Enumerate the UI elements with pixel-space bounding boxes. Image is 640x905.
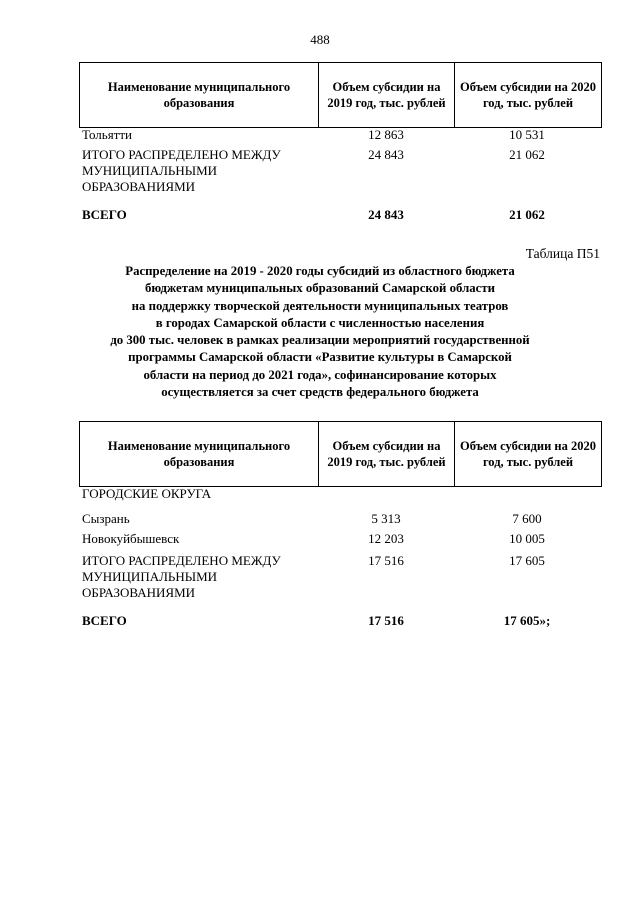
title-line: области на период до 2021 года», софинансирование которых — [143, 367, 497, 382]
table2-header-2020: Объем субсидии на 2020 год, тыс. рублей — [459, 439, 597, 469]
row-value-2020: 21 062 — [509, 207, 545, 222]
row-name: Новокуйбышевск — [82, 531, 180, 546]
row-value-2020: 17 605»; — [503, 613, 551, 628]
page-number: 488 — [310, 32, 330, 47]
table2-title — [40, 263, 600, 401]
title-line: Распределение на 2019 - 2020 годы субсидий из областного бюджета — [125, 264, 515, 278]
row-name: ВСЕГО — [82, 207, 127, 222]
row-value-2020: 17 605 — [509, 553, 545, 568]
row-value-2019: 12 203 — [368, 531, 404, 546]
table2-label: Таблица П51 — [525, 246, 600, 261]
row-value-2019: 5 313 — [371, 511, 401, 526]
row-value-2019: 24 843 — [368, 147, 404, 162]
table2-header-name: Наименование муниципального образования — [80, 422, 319, 486]
table1-header — [79, 62, 602, 128]
row-name: ИТОГО РАСПРЕДЕЛЕНО МЕЖДУ МУНИЦИПАЛЬНЫМИ ОБРАЗОВАНИЯМИ — [82, 147, 281, 194]
title-line: бюджетам муниципальных образований Самарской области — [145, 281, 495, 296]
row-name: Тольятти — [82, 127, 133, 142]
table1-header-name: Наименование муниципального образования — [80, 63, 319, 127]
table2-header — [79, 421, 602, 487]
row-value-2019: 24 843 — [368, 207, 404, 222]
title-line: на поддержку творческой деятельности муниципальных театров — [131, 298, 509, 313]
table1-header-2019: Объем субсидии на 2019 год, тыс. рублей — [319, 63, 455, 127]
row-value-2020: 21 062 — [509, 147, 545, 162]
table1-header-2020: Объем субсидии на 2020 год, тыс. рублей — [459, 80, 597, 110]
row-name: ВСЕГО — [82, 613, 127, 628]
row-value-2020: 10 531 — [509, 127, 545, 142]
title-line: в городах Самарской области с численностью населения — [155, 315, 485, 330]
title-line: программы Самарской области «Развитие культуры в Самарской — [128, 350, 512, 365]
row-name: ИТОГО РАСПРЕДЕЛЕНО МЕЖДУ МУНИЦИПАЛЬНЫМИ ОБРАЗОВАНИЯМИ — [82, 553, 281, 600]
row-value-2019: 17 516 — [368, 553, 404, 568]
title-line: осуществляется за счет средств федерального бюджета — [161, 385, 479, 400]
title-line: до 300 тыс. человек в рамках реализации мероприятий государственной — [110, 333, 530, 348]
group-name: ГОРОДСКИЕ ОКРУГА — [82, 486, 212, 501]
row-value-2019: 17 516 — [368, 613, 404, 628]
row-value-2020: 10 005 — [509, 531, 545, 546]
row-value-2019: 12 863 — [368, 127, 404, 142]
table2-header-2019: Объем субсидии на 2019 год, тыс. рублей — [319, 422, 455, 486]
row-value-2020: 7 600 — [512, 511, 542, 526]
row-name: Сызрань — [82, 511, 130, 526]
